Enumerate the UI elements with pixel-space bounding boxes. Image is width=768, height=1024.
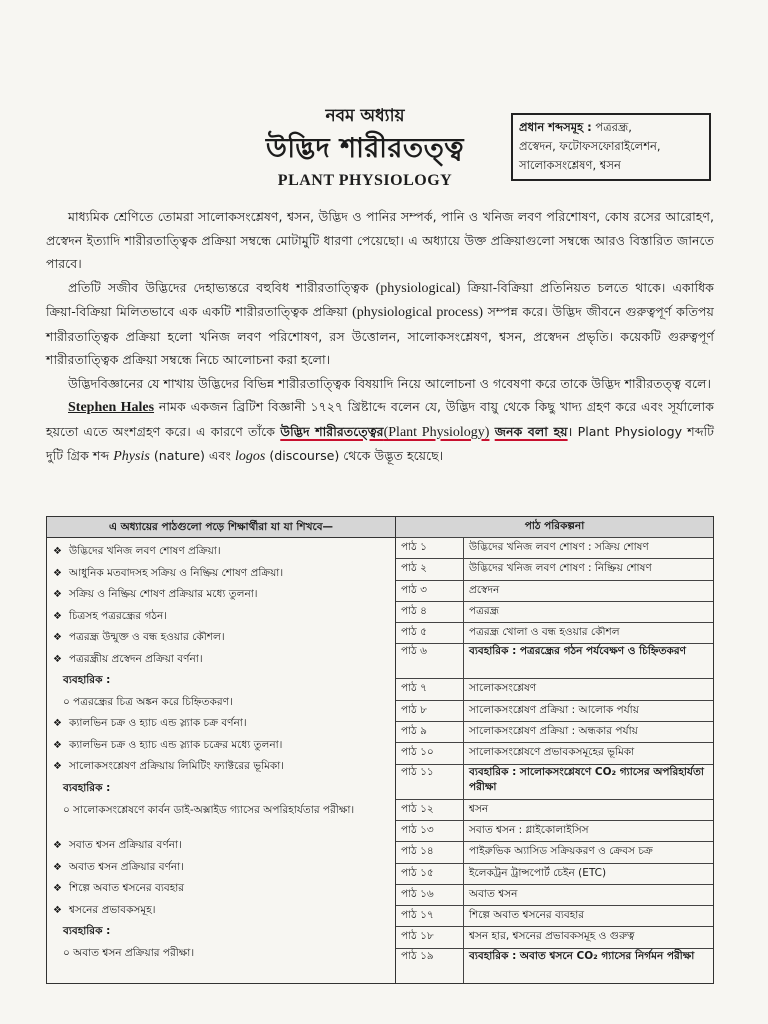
practical-item: ০ পত্ররন্ধ্রের চিত্র অঙ্কন করে চিহ্নিতকরণ। — [63, 695, 233, 708]
diamond-bullet-icon: ❖ — [53, 589, 62, 600]
objective-item — [53, 735, 389, 757]
lesson-title: শিল্পে অবাত শ্বসনের ব্যবহার — [464, 906, 714, 927]
lesson-plan-table — [396, 517, 713, 983]
lesson-row — [396, 679, 713, 700]
objective-item — [53, 606, 389, 628]
objective-item — [53, 541, 389, 563]
lesson-title: সালোকসংশ্লেষণ প্রক্রিয়া : অন্ধকার পর্যায় — [464, 722, 714, 743]
objective-text: চিত্রসহ পত্ররন্ধ্রের গঠন। — [69, 609, 168, 622]
lesson-plan-column — [396, 517, 714, 984]
objectives-column — [47, 517, 396, 984]
paragraph-1: মাধ্যমিক শ্রেণিতে তোমরা সালোকসংশ্লেষণ, শ্বসন, উদ্ভিদ ও পানির সম্পর্ক, পানি ও খনিজ লবণ পরিশোষণ, কোষ রসের আরোহণ, প্রস্বেদন ইত্যাদি শারীরতাত্ত্বিক প্রক্রিয়া সম্বন্ধে মোটামুটি ধারণা পেয়েছো। এ অধ্যায়ে উক্ত প্রক্রিয়াগুলো সম্বন্ধে আরও বিস্তারিত জানতে পারবে। — [46, 209, 714, 271]
lesson-title: প্রস্বেদন — [464, 580, 714, 601]
lesson-row — [396, 601, 713, 622]
objective-item — [53, 756, 389, 778]
p2-physiological: (physiological) — [375, 280, 461, 296]
objective-item — [53, 835, 389, 857]
lesson-row — [396, 820, 713, 841]
objective-item — [53, 649, 389, 671]
objective-item — [53, 563, 389, 585]
p4-discourse: (discourse) থেকে উদ্ভূত হয়েছে। — [269, 448, 444, 463]
lesson-title: সবাত শ্বসন : গ্লাইকোলাইসিস — [464, 820, 714, 841]
lesson-title: সালোকসংশ্লেষণ প্রক্রিয়া : আলোক পর্যায় — [464, 700, 714, 721]
objective-text: পত্ররন্ধ্রীয় প্রস্বেদন প্রক্রিয়া বর্ণনা। — [69, 652, 203, 665]
objectives-list — [53, 541, 389, 964]
objectives-heading: এ অধ্যায়ের পাঠগুলো পড়ে শিক্ষার্থীরা যা যা শিখবে— — [47, 517, 395, 538]
objective-item — [53, 857, 389, 879]
diamond-bullet-icon: ❖ — [53, 840, 62, 851]
lesson-number: পাঠ ১৫ — [396, 863, 464, 884]
lesson-title: শ্বসন — [464, 799, 714, 820]
diamond-bullet-icon: ❖ — [53, 883, 62, 894]
objective-item — [53, 900, 389, 922]
p4-plant-physiology: (Plant Physiology) — [383, 424, 490, 440]
lesson-number: পাঠ ৯ — [396, 722, 464, 743]
diamond-bullet-icon: ❖ — [53, 761, 62, 772]
practical-item: ০ সালোকসংশ্লেষণে কার্বন ডাই-অক্সাইড গ্যাসের অপরিহার্যতার পরীক্ষা। — [63, 804, 355, 816]
lesson-title: অবাত শ্বসন — [464, 884, 714, 905]
objective-text: সবাত শ্বসন প্রক্রিয়ার বর্ণনা। — [69, 839, 182, 851]
lesson-row — [396, 764, 713, 799]
p2-text-a: প্রতিটি সজীব উদ্ভিদের দেহাভ্যন্তরে বহুবিধ শারীরতাত্ত্বিক — [68, 279, 369, 295]
lesson-number: পাঠ ১৬ — [396, 884, 464, 905]
objective-item — [53, 584, 389, 606]
diamond-bullet-icon: ❖ — [53, 718, 62, 729]
lesson-number: পাঠ ১৩ — [396, 820, 464, 841]
diamond-bullet-icon: ❖ — [53, 739, 62, 751]
lesson-row — [396, 559, 713, 580]
lesson-row — [396, 743, 713, 764]
lesson-title: পাইরুভিক অ্যাসিড সক্রিয়করণ ও ক্রেবস চক্র — [464, 842, 714, 863]
lesson-number: পাঠ ৫ — [396, 623, 464, 644]
lesson-title: ব্যবহারিক : সালোকসংশ্লেষণে CO₂ গ্যাসের অপরিহার্যতা পরীক্ষা — [464, 764, 714, 799]
p4-bold-title: উদ্ভিদ শারীরতত্ত্বের — [280, 423, 384, 439]
objective-text: উদ্ভিদের খনিজ লবণ শোষণ প্রক্রিয়া। — [69, 545, 221, 557]
lesson-number: পাঠ ১৯ — [396, 948, 464, 983]
lesson-number: পাঠ ৭ — [396, 679, 464, 700]
lesson-title: পত্ররন্ধ্র — [464, 601, 714, 622]
practical-heading: ব্যবহারিক : — [63, 781, 111, 794]
chapter-title: উদ্ভিদ শারীরতত্ত্ব — [265, 133, 465, 164]
lesson-title: উদ্ভিদের খনিজ লবণ শোষণ : নিষ্ক্রিয় শোষণ — [464, 559, 714, 580]
objective-text: পত্ররন্ধ্র উন্মুক্ত ও বন্ধ হওয়ার কৌশল। — [69, 631, 225, 643]
chapter-title-english: PLANT PHYSIOLOGY — [277, 172, 453, 189]
lesson-title: সালোকসংশ্লেষণ — [464, 679, 714, 700]
keywords-box — [511, 113, 711, 181]
lesson-row — [396, 799, 713, 820]
chapter-number: নবম অধ্যায় — [325, 106, 405, 126]
lesson-title: সালোকসংশ্লেষণে প্রভাবকসমূহের ভূমিকা — [464, 743, 714, 764]
lesson-row — [396, 538, 713, 559]
p2-text-c: ক্রিয়া-বিক্রিয়া প্রতিনিয়ত চলতে থাকে। একাধিক ক্রিয়া-বিক্রিয়া মিলিতভাবে এক একটি শারীরতাত্ত্বিক প্রক্রিয়া — [46, 279, 714, 319]
p4-physis: Physis — [113, 449, 150, 464]
objective-text: সালোকসংশ্লেষণ প্রক্রিয়ায় লিমিটিং ফ্যাক্টরের ভূমিকা। — [69, 760, 285, 772]
objective-item — [53, 713, 389, 735]
lesson-row — [396, 948, 713, 983]
objective-text: আধুনিক মতবাদসহ সক্রিয় ও নিষ্ক্রিয় শোষণ প্রক্রিয়া। — [69, 566, 284, 579]
p4-logos: logos — [234, 449, 266, 464]
p4-text-a: নামক একজন ব্রিটিশ বিজ্ঞানী ১৭২৭ খ্রিষ্টাব্দে বলেন যে, উদ্ভিদ বায়ু থেকে কিছু খাদ্য গ্রহণ করে এবং সূর্যালোক হয়তো এতে অংশগ্রহণ করে। এ কারণে তাঁকে — [46, 399, 714, 439]
lesson-title: উদ্ভিদের খনিজ লবণ শোষণ : সক্রিয় শোষণ — [464, 538, 714, 559]
lesson-row — [396, 700, 713, 721]
lesson-number: পাঠ ২ — [396, 559, 464, 580]
objective-text: ক্যালভিন চক্র ও হ্যাচ এন্ড স্ল্যাক চক্রের মধ্যে তুলনা। — [69, 738, 283, 751]
lesson-number: পাঠ ৩ — [396, 580, 464, 601]
diamond-bullet-icon: ❖ — [53, 567, 62, 579]
lesson-row — [396, 842, 713, 863]
lesson-number: পাঠ ১২ — [396, 799, 464, 820]
p4-father-phrase: জনক বলা হয় — [494, 423, 568, 439]
lesson-number: পাঠ ১১ — [396, 764, 464, 799]
lesson-row — [396, 623, 713, 644]
lesson-row — [396, 906, 713, 927]
keywords-line2: প্রস্বেদন, ফটোফসফোরাইলেশন, — [519, 139, 661, 153]
paragraph-3: উদ্ভিদবিজ্ঞানের যে শাখায় উদ্ভিদের বিভিন্ন শারীরতাত্ত্বিক বিষয়াদি নিয়ে আলোচনা ও গবেষণা করে তাকে উদ্ভিদ শারীরতত্ত্ব বলে। — [68, 375, 711, 391]
paragraph-2 — [46, 276, 714, 372]
lesson-row — [396, 580, 713, 601]
diamond-bullet-icon: ❖ — [53, 610, 62, 622]
diamond-bullet-icon: ❖ — [53, 632, 62, 643]
p4-nature: (nature) এবং — [153, 448, 231, 463]
lesson-plan-heading: পাঠ পরিকল্পনা — [396, 517, 713, 538]
practical-heading: ব্যবহারিক : — [63, 674, 111, 686]
objective-item — [53, 627, 389, 649]
objective-text: শিল্পে অবাত শ্বসনের ব্যবহার — [69, 882, 185, 894]
diamond-bullet-icon: ❖ — [53, 861, 62, 873]
p4-text-b: । Plant Physiology শব্দটি দুটি গ্রিক শব্দ — [46, 423, 715, 463]
p2-text-e: সম্পন্ন করে। উদ্ভিদ জীবনে গুরুত্বপূর্ণ কতিপয় শারীরতাত্ত্বিক প্রক্রিয়া হলো খনিজ লবণ পরিশোষণ, রস উত্তোলন, সালোকসংশ্লেষণ, শ্বসন, প্রস্বেদন প্রভৃতি। কয়েকটি গুরুত্বপূর্ণ শারীরতাত্ত্বিক প্রক্রিয়া সম্বন্ধে নিচে আলোচনা করা হলো। — [46, 304, 714, 367]
keywords-line1: পত্ররন্ধ্র, — [595, 120, 632, 134]
lesson-table — [46, 516, 714, 984]
keywords-line3: সালোকসংশ্লেষণ, শ্বসন — [519, 158, 621, 172]
diamond-bullet-icon: ❖ — [53, 546, 62, 557]
lesson-title: ব্যবহারিক : অবাত শ্বসনে CO₂ গ্যাসের নির্গমন পরীক্ষা — [464, 948, 714, 983]
lesson-title: পত্ররন্ধ্র খোলা ও বন্ধ হওয়ার কৌশল — [464, 623, 714, 644]
lesson-number: পাঠ ১৪ — [396, 842, 464, 863]
lesson-number: পাঠ ১ — [396, 538, 464, 559]
objective-text: ক্যালভিন চক্র ও হ্যাচ এন্ড স্ল্যাক চক্র বর্ণনা। — [69, 717, 247, 729]
lesson-title: শ্বসন হার, শ্বসনের প্রভাবকসমূহ ও গুরুত্ব — [464, 927, 714, 948]
paragraph-4 — [46, 395, 714, 469]
diamond-bullet-icon: ❖ — [53, 904, 62, 916]
lesson-number: পাঠ ৮ — [396, 700, 464, 721]
objective-text: অবাত শ্বসন প্রক্রিয়ার বর্ণনা। — [69, 860, 184, 873]
lesson-number: পাঠ ১০ — [396, 743, 464, 764]
lesson-row — [396, 927, 713, 948]
lesson-number: পাঠ ১৮ — [396, 927, 464, 948]
practical-item: ০ অবাত শ্বসন প্রক্রিয়ার পরীক্ষা। — [63, 946, 195, 959]
stephen-hales: Stephen Hales — [68, 400, 155, 415]
lesson-row — [396, 722, 713, 743]
lesson-number: পাঠ ১৭ — [396, 906, 464, 927]
objective-text: সক্রিয় ও নিষ্ক্রিয় শোষণ প্রক্রিয়ার মধ্যে তুলনা। — [69, 588, 258, 600]
lesson-number: পাঠ ৬ — [396, 644, 464, 679]
lesson-number: পাঠ ৪ — [396, 601, 464, 622]
practical-heading: ব্যবহারিক : — [63, 925, 111, 937]
p2-physiological-process: (physiological process) — [352, 305, 483, 320]
lesson-title: ব্যবহারিক : পত্ররন্ধ্রের গঠন পর্যবেক্ষণ ও চিহ্নিতকরণ — [464, 644, 714, 679]
lesson-row — [396, 644, 713, 679]
objective-item — [53, 878, 389, 900]
keywords-label: প্রধান শব্দসমূহ : — [519, 120, 592, 134]
lesson-title: ইলেকট্রন ট্রান্সপোর্ট চেইন (ETC) — [464, 863, 714, 884]
diamond-bullet-icon: ❖ — [53, 653, 62, 665]
lesson-row — [396, 884, 713, 905]
intro-text — [46, 205, 714, 469]
lesson-row — [396, 863, 713, 884]
objective-text: শ্বসনের প্রভাবকসমূহ। — [69, 903, 156, 916]
